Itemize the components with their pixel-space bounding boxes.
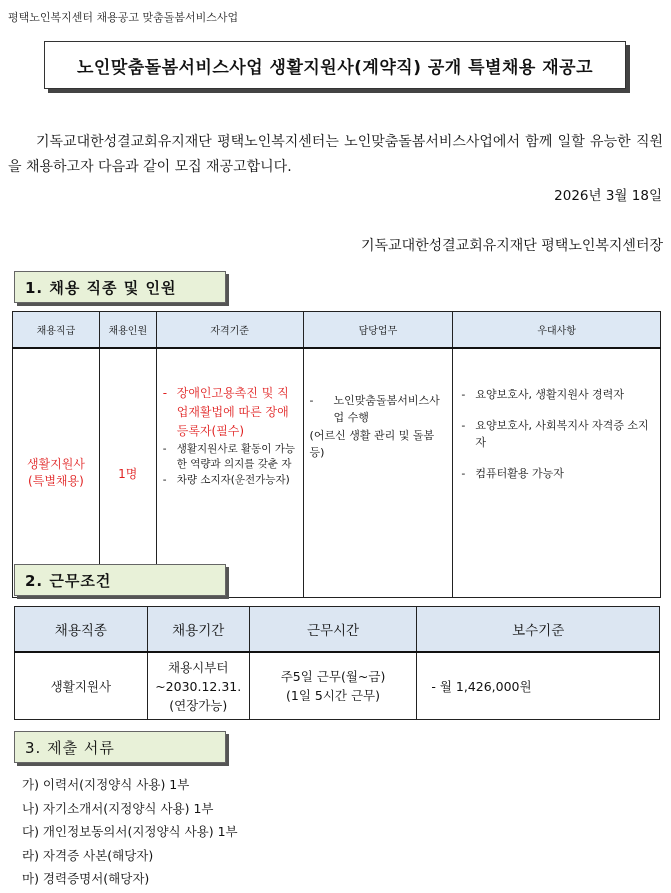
qualification-required: - 장애인고용촉진 및 직업재활법에 따른 장애등록자(필수) [162, 386, 289, 438]
pay-cell: - 월 1,426,000원 [417, 652, 660, 720]
document-item: 가) 이력서(지정양식 사용) 1부 [22, 777, 190, 792]
position-cell [13, 348, 100, 598]
conditions-table [14, 606, 660, 720]
page-title: 노인맞춤돌봄서비스사업 생활지원사(계약직) 공개 특별채용 재공고 [44, 41, 626, 89]
period-start: 채용시부터 [168, 659, 229, 675]
header-cell: 채용직종 [15, 607, 148, 653]
preference-item: - 요양보호사, 생활지원사 경력자 [461, 388, 624, 401]
section-heading-conditions: 2. 근무조건 [14, 564, 226, 596]
preference-item: - 컴퓨터활용 가능자 [461, 467, 564, 480]
qualification-cell [156, 348, 303, 598]
job-cell: 생활지원사 [15, 652, 148, 720]
section-heading-documents: 3. 제출 서류 [14, 731, 226, 763]
header-cell: 근무시간 [249, 607, 417, 653]
header-cell: 채용기간 [147, 607, 249, 653]
document-item: 나) 자기소개서(지정양식 사용) 1부 [22, 801, 214, 816]
table-row [13, 348, 661, 598]
period-end: ~2030.12.31. [155, 678, 242, 694]
period-cell [147, 652, 249, 720]
header-cell: 자격기준 [156, 312, 303, 349]
table-row [15, 652, 660, 720]
posting-date: 2026년 3월 18일 [554, 188, 662, 204]
duty-detail: (어르신 생활 관리 및 돌봄 등) [309, 429, 435, 459]
hours-days: 주5일 근무(월~금) [280, 669, 386, 684]
header-line: 평택노인복지센터 채용공고 맞춤돌봄서비스사업 [8, 11, 239, 24]
preference-item: - 요양보호사, 사회복지사 자격증 소지자 [461, 419, 649, 449]
position-label: 생활지원사 [26, 457, 85, 471]
position-type: (특별채용) [28, 474, 84, 488]
qualification-item: - 생활지원사로 활동이 가능한 역량과 의지를 갖춘 자 [162, 443, 295, 470]
table-header-row [15, 607, 660, 653]
hours-cell [249, 652, 417, 720]
recruitment-table [12, 311, 661, 598]
section-heading-recruitment: 1. 채용 직종 및 인원 [14, 271, 226, 303]
header-cell: 우대사항 [453, 312, 661, 349]
count-cell: 1명 [99, 348, 156, 598]
header-cell: 담당업무 [303, 312, 453, 349]
document-item: 라) 자격증 사본(해당자) [22, 848, 154, 863]
organization-name: 기독교대한성결교회유지재단 평택노인복지센터장 [361, 238, 663, 254]
duty-item: - 노인맞춤돌봄서비스사업 수행 [309, 394, 440, 424]
period-note: (연장가능) [169, 697, 228, 713]
document-item: 마) 경력증명서(해당자) [22, 871, 150, 886]
document-item: 다) 개인정보동의서(지정양식 사용) 1부 [22, 824, 238, 839]
qualification-item: - 차량 소지자(운전가능자) [162, 474, 290, 486]
header-cell: 보수기준 [417, 607, 660, 653]
table-header-row [13, 312, 661, 349]
duty-cell [303, 348, 453, 598]
hours-daily: (1일 5시간 근무) [286, 688, 381, 703]
intro-paragraph: 기독교대한성결교회유지재단 평택노인복지센터는 노인맞춤돌봄서비스사업에서 함께 일할 유능한 직원을 채용하고자 다음과 같이 모집 재공고합니다. [8, 134, 663, 175]
header-cell: 채용직급 [13, 312, 100, 349]
preference-cell [453, 348, 661, 598]
header-cell: 채용인원 [99, 312, 156, 349]
